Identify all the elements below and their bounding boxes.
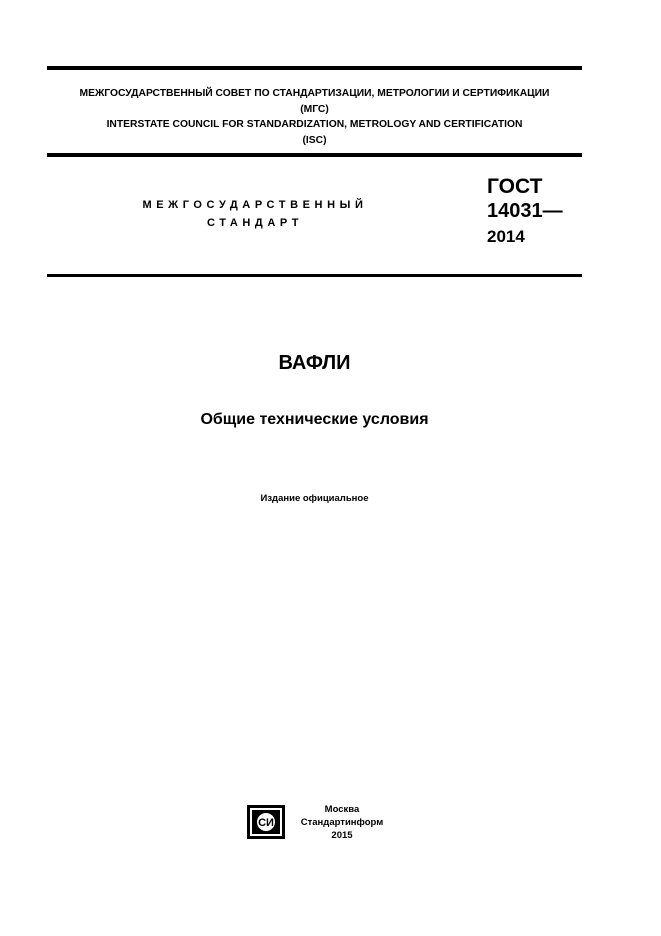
standard-type-line1: МЕЖГОСУДАРСТВЕННЫЙ: [142, 199, 368, 211]
gost-year: 2014: [487, 227, 525, 246]
publisher-year: 2015: [331, 830, 353, 841]
publisher-name: Стандартинформ: [300, 817, 384, 828]
publisher-imprint: [292, 803, 392, 842]
gost-number: 14031—: [487, 200, 563, 222]
publisher-city: Москва: [324, 804, 360, 815]
standartinform-logo-icon: [247, 805, 285, 839]
council-name-en: INTERSTATE COUNCIL FOR STANDARDIZATION, METROLOGY AND CERTIFICATION: [106, 119, 523, 130]
council-abbr-ru: (МГС): [300, 103, 329, 115]
standard-type: [110, 196, 400, 232]
edition-note: Издание официальное: [260, 493, 369, 504]
top-divider: [47, 66, 582, 70]
logo-lettering: СИ: [258, 817, 274, 829]
lower-divider: [47, 274, 582, 277]
middle-divider: [47, 153, 582, 157]
gost-prefix: ГОСТ: [487, 175, 543, 198]
document-subtitle: Общие технические условия: [200, 411, 429, 428]
council-header: [47, 86, 582, 148]
standard-type-line2: СТАНДАРТ: [206, 217, 304, 229]
gost-designation: [487, 174, 563, 249]
document-title: ВАФЛИ: [278, 352, 351, 374]
council-abbr-en: (ISC): [302, 134, 327, 146]
council-name-ru: МЕЖГОСУДАРСТВЕННЫЙ СОВЕТ ПО СТАНДАРТИЗАЦИИ, МЕТРОЛОГИИ И СЕРТИФИКАЦИИ: [79, 88, 550, 99]
